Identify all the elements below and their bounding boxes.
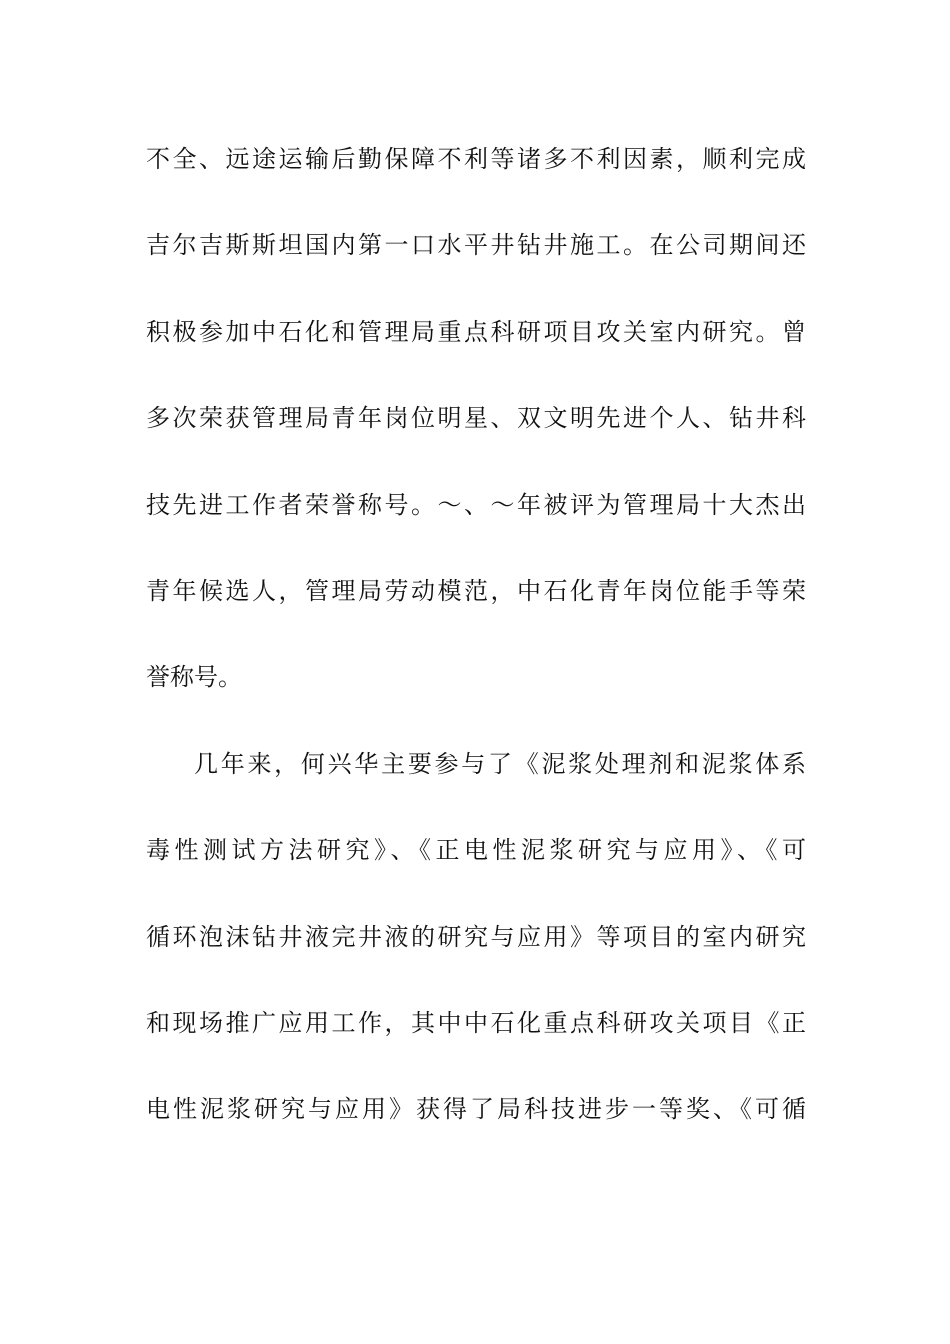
text-line: 多次荣获管理局青年岗位明星、双文明先进个人、钻井科 xyxy=(146,404,806,433)
text-line: 积极参加中石化和管理局重点科研项目攻关室内研究。曾 xyxy=(146,317,806,346)
text-line: 毒性测试方法研究》、《正电性泥浆研究与应用》、《可 xyxy=(146,836,806,865)
paragraph-first-line: 几年来，何兴华主要参与了《泥浆处理剂和泥浆体系 xyxy=(194,749,806,778)
text-line: 不全、远途运输后勤保障不利等诸多不利因素，顺利完成 xyxy=(146,145,806,173)
text-line: 和现场推广应用工作，其中中石化重点科研攻关项目《正 xyxy=(146,1008,806,1037)
text-line: 技先进工作者荣誉称号。～、～年被评为管理局十大杰出 xyxy=(146,490,806,519)
text-line: 青年候选人，管理局劳动模范，中石化青年岗位能手等荣 xyxy=(146,576,806,605)
text-line: 电性泥浆研究与应用》获得了局科技进步一等奖、《可循 xyxy=(146,1095,806,1124)
body-text xyxy=(146,130,806,1167)
text-line: 吉尔吉斯斯坦国内第一口水平井钻井施工。在公司期间还 xyxy=(146,231,806,260)
text-line: 誉称号。 xyxy=(146,663,242,692)
text-line: 循环泡沫钻井液完井液的研究与应用》等项目的室内研究 xyxy=(146,922,806,951)
